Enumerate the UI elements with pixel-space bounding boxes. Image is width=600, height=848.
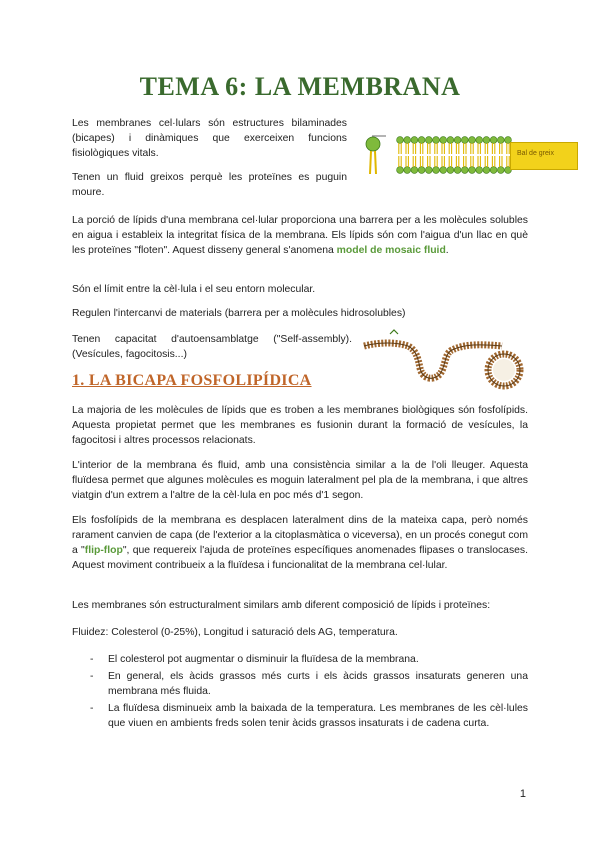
bullet-dash: - xyxy=(90,703,94,714)
phospholipid-head xyxy=(461,137,468,144)
paragraph-regulate: Regulen l'intercanvi de materials (barrera per a molècules hidrosolubles) xyxy=(72,308,406,319)
phospholipid-detail xyxy=(366,136,386,174)
phospholipid-head xyxy=(469,167,476,174)
paragraph-limit: Són el límit entre la cèl·lula i el seu entorn molecular. xyxy=(72,284,316,295)
phospholipid-head xyxy=(425,137,432,144)
vesicle-diagram xyxy=(360,328,530,398)
fluidity-factors-list xyxy=(90,652,528,733)
phospholipid-head xyxy=(461,167,468,174)
phospholipid-head xyxy=(483,167,490,174)
bilayer-tails xyxy=(399,143,509,167)
phospholipid-head xyxy=(411,137,418,144)
phospholipid-head xyxy=(469,137,476,144)
bilayer-figure xyxy=(358,124,580,186)
phospholipid-head xyxy=(440,137,447,144)
list-item: - En general, els àcids grassos més curts i els àcids grassos insaturats generen una membrana més fluida. xyxy=(90,671,528,697)
phospholipid-head xyxy=(411,167,418,174)
section-heading-bilayer: 1. LA BICAPA FOSFOLIPÍDICA xyxy=(72,372,312,389)
page-number: 1 xyxy=(519,788,526,800)
phospholipid-head xyxy=(497,167,504,174)
phospholipid-head xyxy=(490,167,497,174)
phospholipid-head xyxy=(454,137,461,144)
phospholipid-head xyxy=(497,137,504,144)
phospholipid-head xyxy=(433,167,440,174)
bullet-dash: - xyxy=(90,654,94,665)
phospholipid-head xyxy=(404,167,411,174)
fluid-mosaic-model-term: model de mosaic fluid xyxy=(336,245,446,256)
phospholipid-head xyxy=(476,167,483,174)
phospholipid-head xyxy=(476,137,483,144)
paragraph-fluidity: L'interior de la membrana és fluid, amb una consistència similar a la de l'oli lleuger. Aquesta fluïdesa permet que algunes molècules es moguin lateralment pel pla de la membrana, i que altres viatgin d'un extrem a l'altre de la cèl·lula en poc més d'1 segon. xyxy=(72,460,528,501)
phospholipid-head xyxy=(397,137,404,144)
phospholipid-head xyxy=(454,167,461,174)
list-item: - La fluïdesa disminueix amb la baixada de la temperatura. Les membranes de les cèl·lules que viuen en ambients freds solen tenir àcids grassos insaturats i de cadena curta. xyxy=(90,703,528,729)
paragraph-self-assembly: Tenen capacitat d'autoensamblatge ("Self-assembly). (Vesícules, fagocitosis...) xyxy=(72,334,352,360)
paragraph-composition: Les membranes són estructuralment similars amb diferent composició de lípids i proteïnes: xyxy=(72,600,491,611)
phospholipid-head xyxy=(418,137,425,144)
phospholipid-head xyxy=(418,167,425,174)
paragraph-flip-flop: Els fosfolípids de la membrana es desplacen lateralment dins de la mateixa capa, però només rarament canvien de capa (de l'exterior a la citoplasmàtica o viceversa), en un procés conegut com a "flip-flop", que requereix l'ajuda de proteïnes específiques anomenades flipases o translocases. Aquest moviment contribueix a la fluïdesa i funcionalitat de la membrana cel·lular. xyxy=(72,515,529,571)
phospholipid-head xyxy=(397,167,404,174)
intro-paragraph-1: Les membranes cel·lulars són estructures bilaminades (bicapes) i dinàmiques que exerceixen funcions fisiològiques vitals. xyxy=(72,118,347,159)
phospholipid-head xyxy=(433,137,440,144)
phospholipid-head xyxy=(447,167,454,174)
bullet-dash: - xyxy=(90,671,94,682)
phospholipid-head xyxy=(440,167,447,174)
paragraph-lipids: La porció de lípids d'una membrana cel·lular proporciona una barrera per a les molècules solubles en aigua i estableix la integritat física de la membrana. Els lípids són com l'aigua d'un llac en què les proteïnes "floten". Aquest disseny general s'anomena model de mosaic fluid. xyxy=(72,215,528,256)
paragraph-fluidez: Fluidez: Colesterol (0-25%), Longitud i saturació dels AG, temperatura. xyxy=(72,627,398,638)
phospholipid-head xyxy=(425,167,432,174)
intro-paragraph-2: Tenen un fluid greixos perquè les proteïnes es puguin moure. xyxy=(72,172,347,198)
fat-ball-label-box xyxy=(510,142,578,170)
bilayer-heads-top xyxy=(397,137,512,144)
flip-flop-term: flip-flop xyxy=(84,545,123,556)
fat-ball-label: Bal de greix xyxy=(517,150,554,157)
paragraph-phospholipids: La majoria de les molècules de lípids que es troben a les membranes biològiques són fosfolípids. Aquesta propietat permet que les membranes es fusionin durant la formació de vesícules, la fagocitosi i altres processos relacionats. xyxy=(72,405,528,446)
page-title: TEMA 6: LA MEMBRANA xyxy=(139,72,461,101)
phospholipid-head xyxy=(447,137,454,144)
bilayer-heads-bottom xyxy=(397,167,512,174)
list-item: - El colesterol pot augmentar o disminuir la fluïdesa de la membrana. xyxy=(90,654,419,665)
vesicle-figure xyxy=(360,328,530,398)
phospholipid-head xyxy=(404,137,411,144)
phospholipid-head xyxy=(483,137,490,144)
phospholipid-head xyxy=(490,137,497,144)
